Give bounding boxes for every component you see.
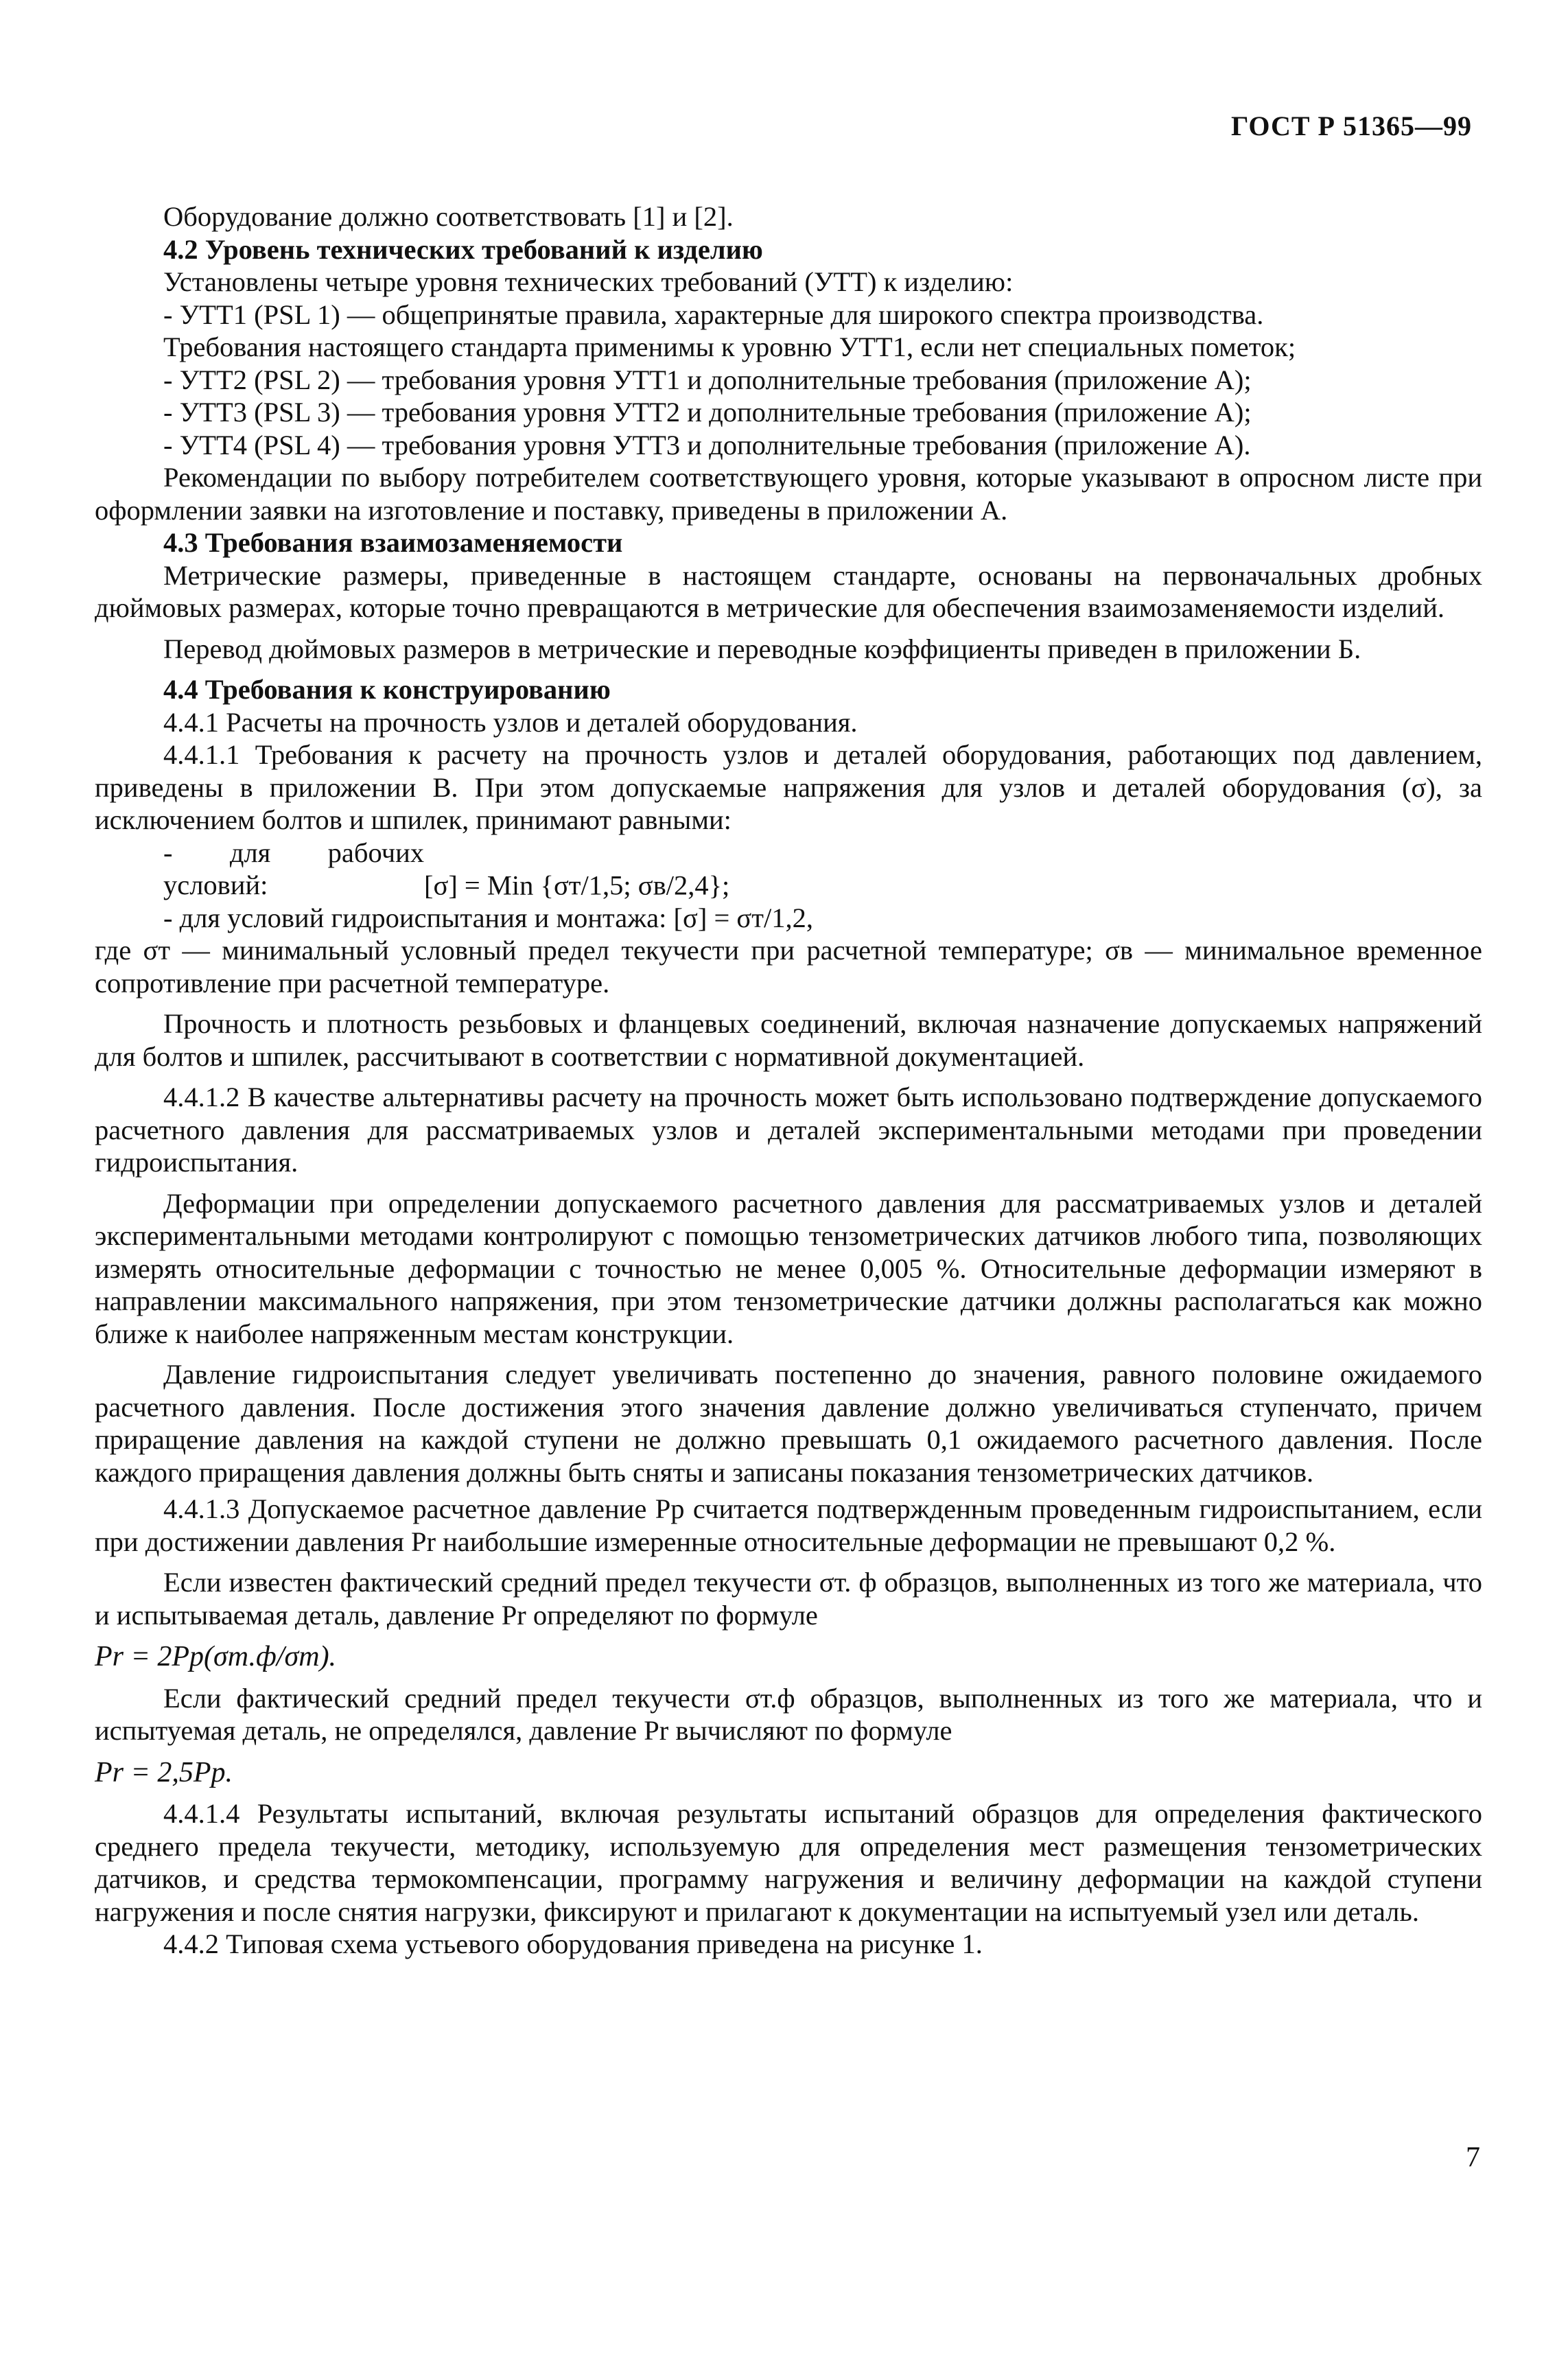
paragraph-thread-flange-strength: Прочность и плотность резьбовых и фланцевых соединений, включая назначение допускаемых напряжений для болтов и шпилек, рассчитывают в соответствии с нормативной документацией. (95, 1008, 1482, 1072)
paragraph-metric-dimensions: Метрические размеры, приведенные в настоящем стандарте, основаны на первоначальных дробных дюймовых размерах, которые точно превращаются в метрические для обеспечения взаимозаменяемости изделий. (95, 559, 1482, 623)
paragraph-4-4-1-4: 4.4.1.4 Результаты испытаний, включая результаты испытаний образцов для определения фактического среднего предела текучести, методику, используемую для определения мест размещения тензометрических датчиков, и средства термокомпенсации, программу нагружения и величину деформации на каждой ступени нагружения и после снятия нагрузки, фиксируют и прилагают к документации на испытуемый узел или деталь. (95, 1798, 1482, 1927)
formula-working-conditions (95, 837, 1482, 902)
paragraph-4-4-1-2: 4.4.1.2 В качестве альтернативы расчету на прочность может быть использовано подтверждение допускаемого расчетного давления для рассматриваемых узлов и деталей экспериментальными методами при проведении гидроиспытания. (95, 1082, 1482, 1178)
list-item-utt1: - УТТ1 (PSL 1) — общепринятые правила, характерные для широкого спектра производства. (163, 299, 1264, 330)
paragraph-hydrotest-pressure: Давление гидроиспытания следует увеличивать постепенно до значения, равного половине ожидаемого расчетного давления. После достижения этого значения давление должно увеличиваться ступенчато, причем приращение давления на каждой ступени не должно превышать 0,1 ожидаемого расчетного давления. После каждого приращения давления должны быть сняты и записаны показания тензометрических датчиков. (95, 1359, 1482, 1488)
list-item-utt4: - УТТ4 (PSL 4) — требования уровня УТТ3 и дополнительные требования (приложение А). (163, 429, 1251, 460)
formula-pr-default: Pr = 2,5Pр. (95, 1756, 233, 1788)
paragraph-4-4-1: 4.4.1 Расчеты на прочность узлов и деталей оборудования. (163, 706, 858, 738)
paragraph-known-yield-strength: Если известен фактический средний предел текучести σт. ф образцов, выполненных из того же материала, что и испытываемая деталь, давление Pr определяют по формуле (95, 1567, 1482, 1631)
formula-hydrotest-conditions: - для условий гидроиспытания и монтажа: [σ] = σт/1,2, (163, 902, 813, 933)
paragraph-4-4-1-3: 4.4.1.3 Допускаемое расчетное давление Pр считается подтвержденным проведенным гидроиспытанием, если при достижении давления Pr наибольшие измеренные относительные деформации не превышают 0,2 %. (95, 1493, 1482, 1557)
paragraph-sigma-definitions: где σт — минимальный условный предел текучести при расчетной температуре; σв — минимальное временное сопротивление при расчетной температуре. (95, 935, 1482, 999)
working-conditions-label: - для рабочих условий: (163, 837, 424, 900)
document-header: ГОСТ Р 51365—99 (1230, 110, 1472, 141)
list-item-utt2: - УТТ2 (PSL 2) — требования уровня УТТ1 и дополнительные требования (приложение А); (163, 364, 1252, 395)
paragraph-utt1-applicability: Требования настоящего стандарта применимы к уровню УТТ1, если нет специальных пометок; (163, 331, 1296, 362)
paragraph-recommendations: Рекомендации по выбору потребителем соответствующего уровня, которые указывают в опросном листе при оформлении заявки на изготовление и поставку, приведены в приложении А. (95, 462, 1482, 526)
paragraph-4-4-1-1: 4.4.1.1 Требования к расчету на прочность узлов и деталей оборудования, работающих под давлением, приведены в приложении В. При этом допускаемые напряжения для узлов и деталей оборудования (σ), за исключением болтов и шпилек, принимают равными: (95, 739, 1482, 835)
section-heading-4-2: 4.2 Уровень технических требований к изделию (163, 233, 763, 265)
paragraph-inch-conversion: Перевод дюймовых размеров в метрические и переводные коэффициенты приведен в приложении Б. (163, 633, 1361, 664)
document-body (95, 200, 1482, 1961)
page-number: 7 (1466, 2142, 1480, 2173)
paragraph-deformations: Деформации при определении допускаемого расчетного давления для рассматриваемых узлов и деталей экспериментальными методами контролируют с помощью тензометрических датчиков любого типа, позволяющих измерять относительные деформации с точностью не менее 0,005 %. Относительные деформации измеряют в направлении максимального напряжения, при этом тензометрические датчики должны располагаться как можно ближе к наиболее напряженным местам конструкции. (95, 1187, 1482, 1349)
section-heading-4-4: 4.4 Требования к конструированию (163, 674, 611, 705)
paragraph-equipment-compliance: Оборудование должно соответствовать [1] и [2]. (163, 201, 734, 232)
working-conditions-formula: [σ] = Min {σт/1,5; σв/2,4}; (424, 870, 730, 900)
list-item-utt3: - УТТ3 (PSL 3) — требования уровня УТТ2 и дополнительные требования (приложение А); (163, 397, 1252, 428)
paragraph-four-levels: Установлены четыре уровня технических требований (УТТ) к изделию: (163, 266, 1014, 297)
section-heading-4-3: 4.3 Требования взаимозаменяемости (163, 527, 623, 558)
formula-pr-known: Pr = 2Pр(σт.ф/σт). (95, 1641, 337, 1672)
paragraph-unknown-yield-strength: Если фактический средний предел текучести σт.ф образцов, выполненных из того же материала, что и испытуемая деталь, не определялся, давление Pr вычисляют по формуле (95, 1682, 1482, 1746)
paragraph-4-4-2: 4.4.2 Типовая схема устьевого оборудования приведена на рисунке 1. (163, 1928, 983, 1959)
